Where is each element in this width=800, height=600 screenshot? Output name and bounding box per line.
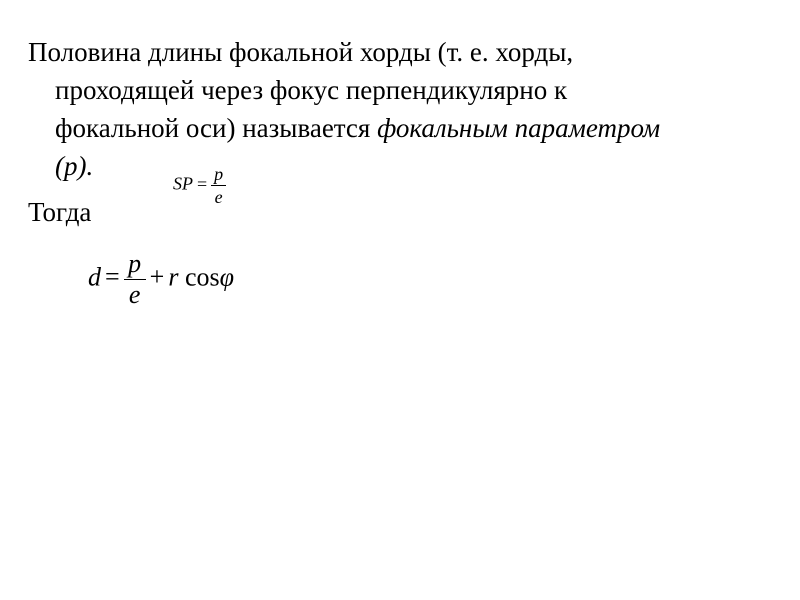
paragraph-line-3 <box>28 109 778 147</box>
formula-d-lhs: d <box>88 262 101 292</box>
formula-d <box>88 250 234 309</box>
formula-d-r: r <box>168 262 179 292</box>
formula-sp-denominator: e <box>214 187 223 207</box>
paragraph-line-4: (p). <box>55 151 94 181</box>
formula-d-phi: φ <box>219 262 235 292</box>
formula-d-denominator: e <box>128 280 141 309</box>
formula-d-plus: + <box>149 262 165 292</box>
formula-d-equals: = <box>105 262 120 292</box>
fraction-bar <box>211 185 226 186</box>
formula-sp-fraction <box>211 164 226 207</box>
definition-paragraph <box>28 33 778 185</box>
formula-sp-lhs: SP <box>173 173 193 194</box>
then-label: Тогда <box>28 197 92 227</box>
formula-sp <box>173 164 226 207</box>
paragraph-line-3-text: фокальной оси) называется <box>55 113 378 143</box>
paragraph-line-1: Половина длины фокальной хорды (т. е. хорды, <box>28 37 574 67</box>
formula-d-fraction <box>124 250 146 309</box>
formula-d-numerator: p <box>128 249 142 278</box>
paragraph-line-2: проходящей через фокус перпендикулярно к <box>55 75 568 105</box>
formula-d-cos: cos <box>184 262 220 292</box>
focal-parameter-term: фокальным параметром <box>377 113 661 143</box>
formula-sp-equals: = <box>197 173 208 194</box>
formula-sp-numerator: p <box>214 164 224 184</box>
